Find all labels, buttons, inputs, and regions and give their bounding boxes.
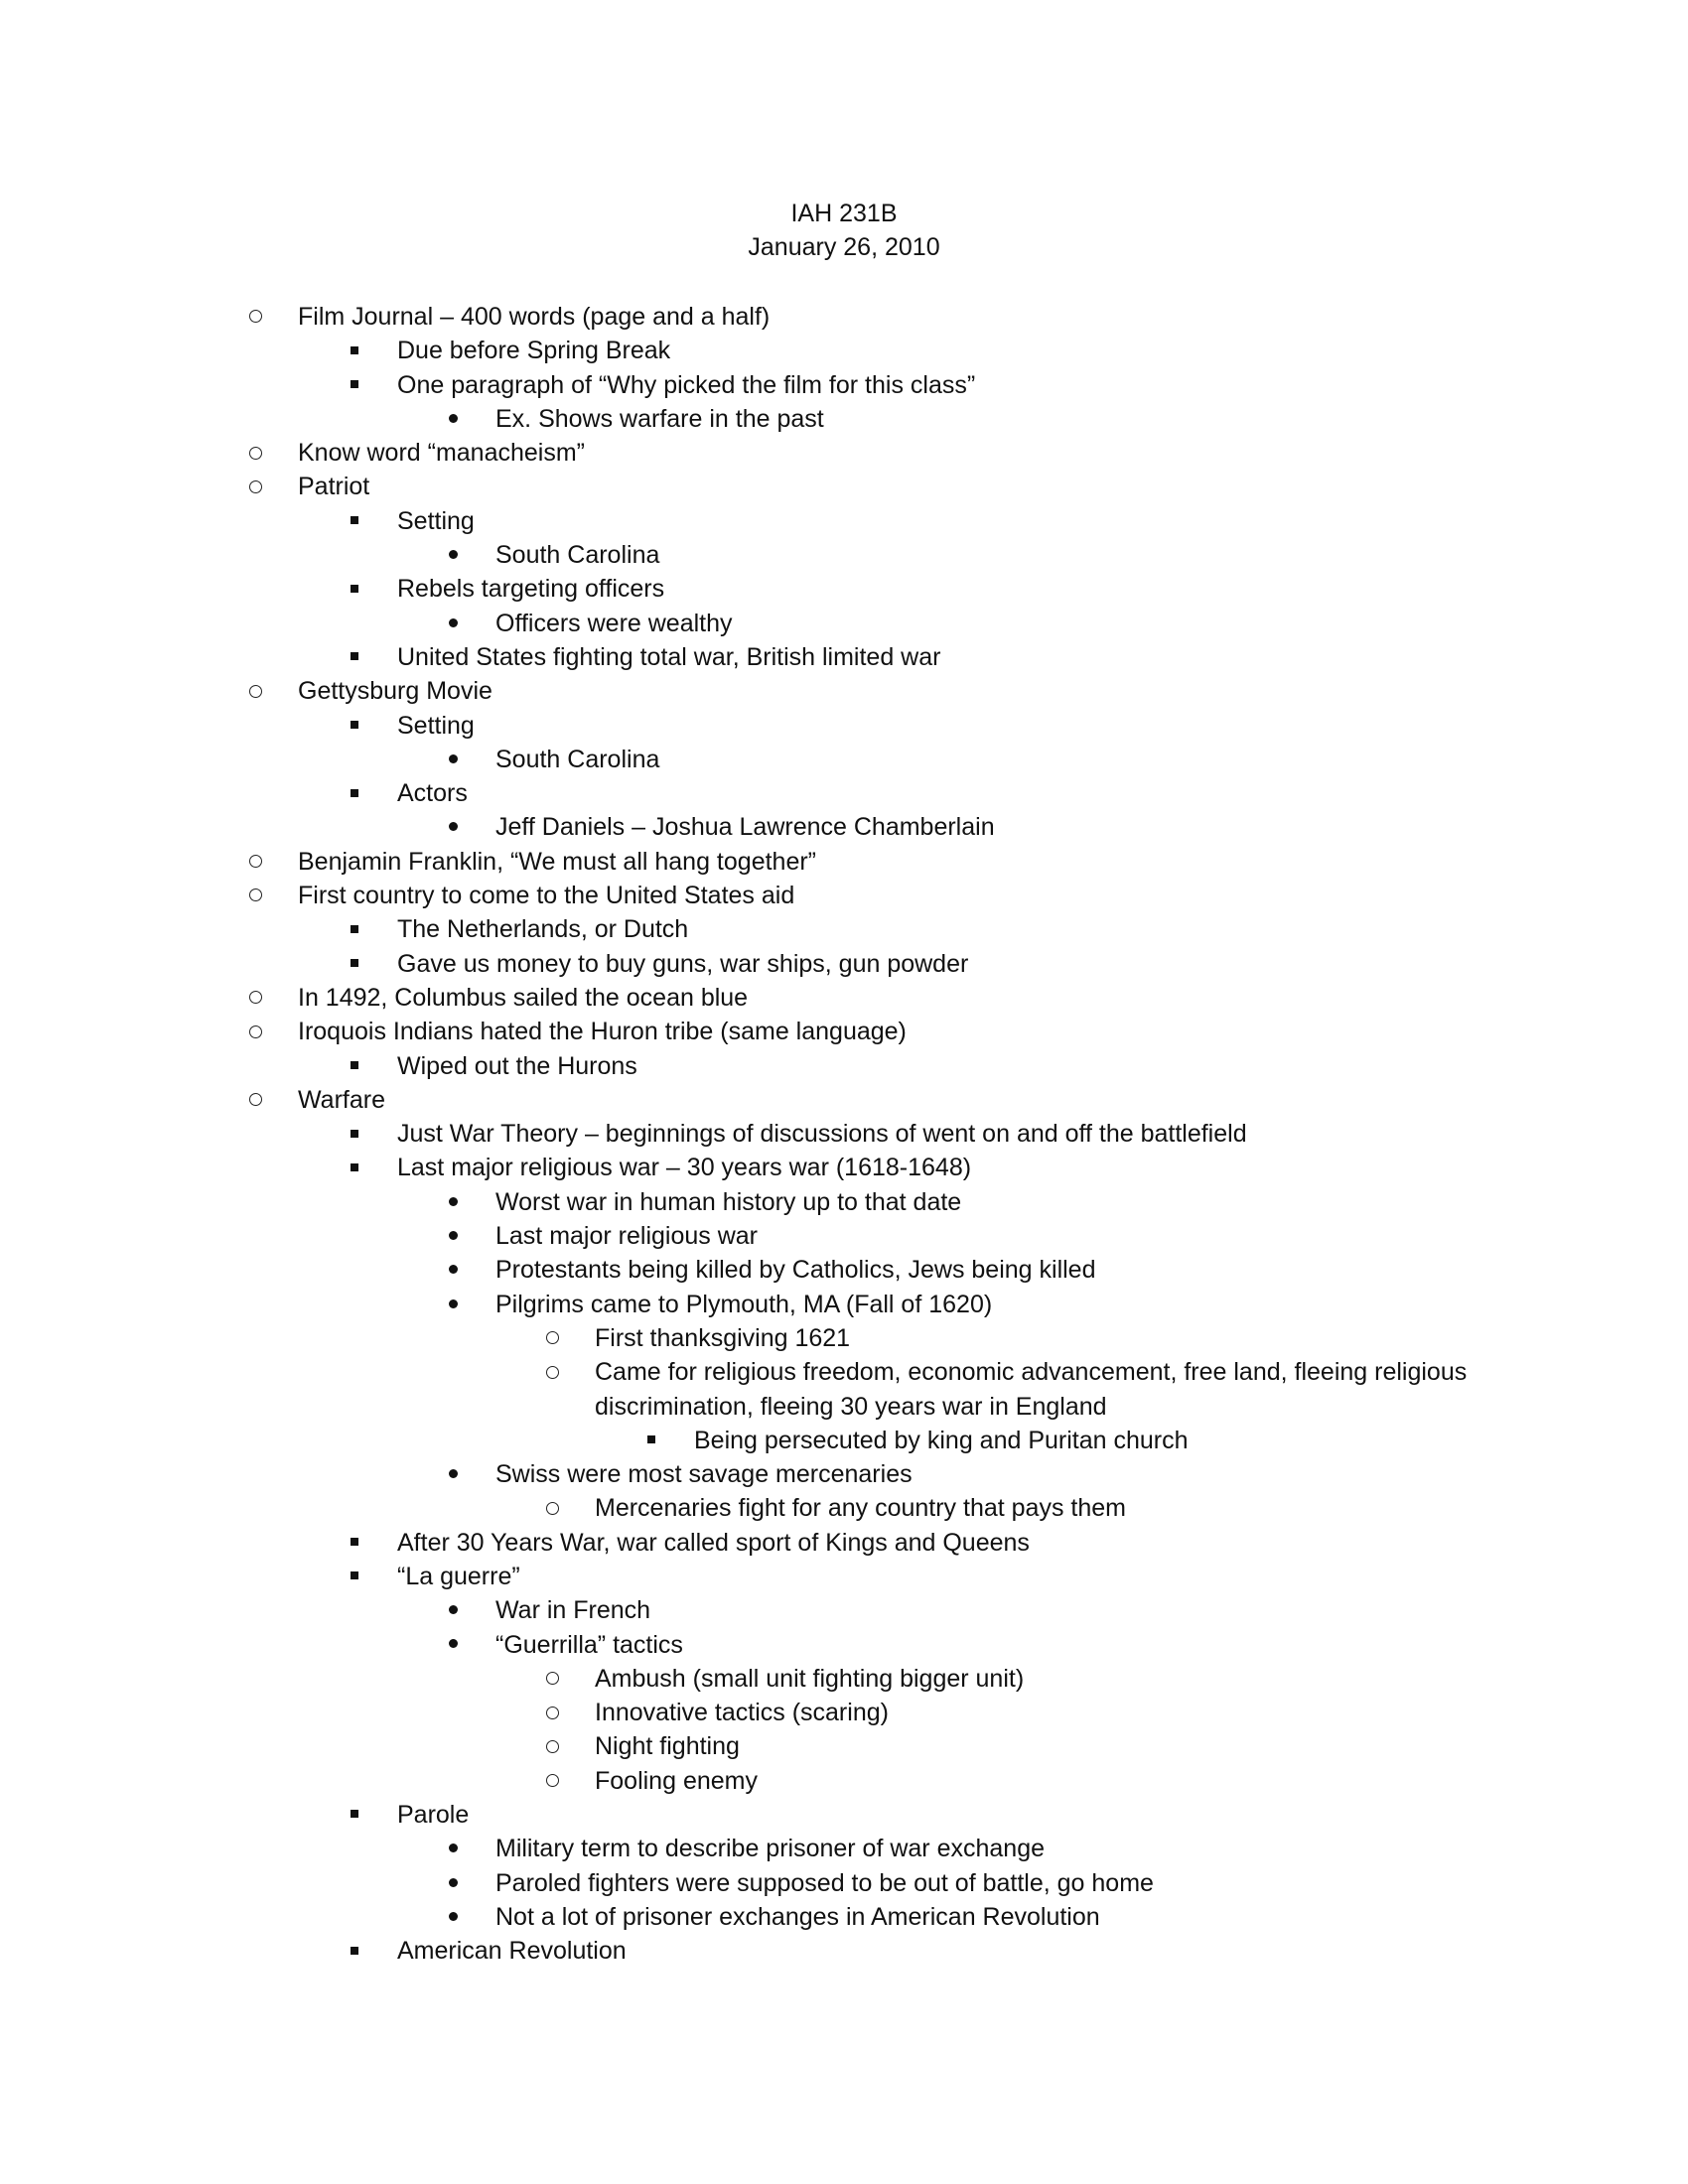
outline-item-level-3 <box>0 607 1688 640</box>
outline-item-text: In 1492, Columbus sailed the ocean blue <box>298 983 749 1012</box>
filled-dot-bullet-icon <box>438 1628 468 1662</box>
outline-item-text: South Carolina <box>495 541 660 570</box>
square-bullet-icon <box>340 334 369 367</box>
square-bullet-icon <box>340 1049 369 1083</box>
outline-item-level-2 <box>0 572 1688 606</box>
outline-item-text: South Carolina <box>495 745 660 773</box>
hollow-circle-bullet-icon <box>240 470 270 503</box>
square-bullet-icon <box>340 776 369 810</box>
outline-item-text: Paroled fighters were supposed to be out of battle, go home <box>495 1868 1154 1897</box>
outline-item-level-3 <box>0 402 1688 436</box>
outline-item-text: Film Journal – 400 words (page and a half) <box>298 303 771 331</box>
filled-dot-bullet-icon <box>438 1866 468 1900</box>
outline-item-level-1 <box>0 981 1688 1015</box>
outline-item-level-3 <box>0 1628 1688 1662</box>
outline-item-level-2 <box>0 776 1688 810</box>
filled-dot-bullet-icon <box>438 538 468 572</box>
square-bullet-icon <box>340 1117 369 1151</box>
square-bullet-icon <box>636 1424 666 1457</box>
hollow-circle-bullet-icon <box>537 1491 567 1525</box>
outline-item-text: Just War Theory – beginnings of discussions of went on and off the battlefield <box>397 1120 1247 1149</box>
outline-item-text: Benjamin Franklin, “We must all hang together” <box>298 847 816 876</box>
outline-item-level-1 <box>0 1015 1688 1048</box>
outline-item-level-3 <box>0 1900 1688 1934</box>
outline-item-text: Officers were wealthy <box>495 609 733 637</box>
hollow-circle-bullet-icon <box>240 879 270 912</box>
outline-item-level-2 <box>0 1934 1688 1968</box>
square-bullet-icon <box>340 368 369 402</box>
outline-item-text: Gettysburg Movie <box>298 677 492 706</box>
outline-item-text: Rebels targeting officers <box>397 575 665 604</box>
outline-item-text: Gave us money to buy guns, war ships, gun powder <box>397 949 969 978</box>
outline-item-level-1 <box>0 436 1688 470</box>
outline-item-level-3 <box>0 1457 1688 1491</box>
outline-item-level-2 <box>0 1117 1688 1151</box>
hollow-circle-bullet-icon <box>240 300 270 334</box>
outline-item-text: Pilgrims came to Plymouth, MA (Fall of 1620) <box>495 1290 993 1318</box>
outline-item-text: Parole <box>397 1801 470 1830</box>
outline-item-text: Came for religious freedom, economic advancement, free land, fleeing religious discrimination, fleeing 30 years war in England <box>595 1358 1468 1421</box>
square-bullet-icon <box>340 1934 369 1968</box>
outline-item-text: Due before Spring Break <box>397 337 671 365</box>
hollow-circle-bullet-icon <box>240 674 270 708</box>
outline-item-text: United States fighting total war, British limited war <box>397 642 941 671</box>
outline-item-text: “Guerrilla” tactics <box>495 1630 683 1659</box>
hollow-circle-bullet-icon <box>537 1729 567 1763</box>
filled-dot-bullet-icon <box>438 1288 468 1321</box>
outline-item-text: Setting <box>397 711 475 740</box>
square-bullet-icon <box>340 1560 369 1593</box>
outline-item-level-2 <box>0 1151 1688 1184</box>
outline-item-level-3 <box>0 1832 1688 1865</box>
square-bullet-icon <box>340 640 369 674</box>
outline-item-level-1 <box>0 674 1688 708</box>
square-bullet-icon <box>340 572 369 606</box>
outline-item-text: Military term to describe prisoner of war exchange <box>495 1835 1046 1863</box>
outline-item-level-4 <box>0 1696 1688 1729</box>
outline-item-text: First country to come to the United States aid <box>298 882 795 910</box>
course-title: IAH 231B <box>790 200 898 227</box>
outline-item-level-3 <box>0 538 1688 572</box>
filled-dot-bullet-icon <box>438 1900 468 1934</box>
square-bullet-icon <box>340 709 369 743</box>
outline-item-level-2 <box>0 1526 1688 1560</box>
outline-item-text: Last major religious war – 30 years war (1618-1648) <box>397 1154 972 1182</box>
hollow-circle-bullet-icon <box>537 1355 567 1389</box>
outline-item-level-3 <box>0 1866 1688 1900</box>
filled-dot-bullet-icon <box>438 1185 468 1219</box>
outline-item-text: Last major religious war <box>495 1222 758 1251</box>
outline-item-text: Ex. Shows warfare in the past <box>495 404 824 433</box>
outline-item-text: Worst war in human history up to that date <box>495 1187 962 1216</box>
outline-item-level-5 <box>0 1424 1688 1457</box>
notes-outline <box>0 300 1688 1969</box>
outline-item-level-2 <box>0 947 1688 981</box>
hollow-circle-bullet-icon <box>537 1662 567 1696</box>
outline-item-text: Being persecuted by king and Puritan church <box>694 1426 1189 1454</box>
outline-item-level-3 <box>0 1219 1688 1253</box>
outline-item-text: Innovative tactics (scaring) <box>595 1699 889 1727</box>
outline-item-text: Iroquois Indians hated the Huron tribe (same language) <box>298 1018 907 1046</box>
outline-item-level-2 <box>0 1049 1688 1083</box>
outline-item-text: Night fighting <box>595 1732 740 1761</box>
lecture-date: January 26, 2010 <box>748 233 940 261</box>
outline-item-level-1 <box>0 845 1688 879</box>
outline-item-level-2 <box>0 368 1688 402</box>
outline-item-text: American Revolution <box>397 1937 627 1966</box>
hollow-circle-bullet-icon <box>240 1015 270 1048</box>
outline-item-text: War in French <box>495 1596 651 1625</box>
outline-item-level-3 <box>0 810 1688 844</box>
square-bullet-icon <box>340 1798 369 1832</box>
outline-item-text: Warfare <box>298 1085 385 1114</box>
outline-item-text: The Netherlands, or Dutch <box>397 915 689 944</box>
outline-item-level-2 <box>0 640 1688 674</box>
outline-item-text: Not a lot of prisoner exchanges in American Revolution <box>495 1902 1100 1931</box>
outline-item-text: Setting <box>397 506 475 535</box>
outline-item-text: “La guerre” <box>397 1562 520 1590</box>
filled-dot-bullet-icon <box>438 743 468 776</box>
document-header <box>0 197 1688 264</box>
outline-item-text: Jeff Daniels – Joshua Lawrence Chamberlain <box>495 813 995 842</box>
outline-item-level-1 <box>0 300 1688 334</box>
filled-dot-bullet-icon <box>438 1457 468 1491</box>
hollow-circle-bullet-icon <box>240 845 270 879</box>
filled-dot-bullet-icon <box>438 1219 468 1253</box>
hollow-circle-bullet-icon <box>240 981 270 1015</box>
outline-item-level-1 <box>0 1083 1688 1117</box>
outline-item-level-3 <box>0 1288 1688 1321</box>
outline-item-level-3 <box>0 743 1688 776</box>
outline-item-text: Know word “manacheism” <box>298 439 585 468</box>
filled-dot-bullet-icon <box>438 1593 468 1627</box>
outline-item-level-3 <box>0 1185 1688 1219</box>
filled-dot-bullet-icon <box>438 1832 468 1865</box>
outline-item-level-4 <box>0 1321 1688 1355</box>
outline-item-text: Wiped out the Hurons <box>397 1051 637 1080</box>
outline-item-level-4 <box>0 1729 1688 1763</box>
outline-item-level-3 <box>0 1593 1688 1627</box>
square-bullet-icon <box>340 1151 369 1184</box>
outline-item-text: Swiss were most savage mercenaries <box>495 1460 913 1489</box>
outline-item-level-2 <box>0 912 1688 946</box>
outline-item-level-4 <box>0 1764 1688 1798</box>
square-bullet-icon <box>340 504 369 538</box>
outline-item-level-2 <box>0 334 1688 367</box>
outline-item-level-3 <box>0 1253 1688 1287</box>
hollow-circle-bullet-icon <box>537 1321 567 1355</box>
square-bullet-icon <box>340 912 369 946</box>
outline-item-text: Ambush (small unit fighting bigger unit) <box>595 1664 1025 1693</box>
outline-item-level-1 <box>0 879 1688 912</box>
filled-dot-bullet-icon <box>438 1253 468 1287</box>
outline-item-level-1 <box>0 470 1688 503</box>
outline-item-text: First thanksgiving 1621 <box>595 1323 851 1352</box>
outline-item-text: Actors <box>397 779 468 808</box>
hollow-circle-bullet-icon <box>537 1696 567 1729</box>
outline-item-text: Fooling enemy <box>595 1766 758 1795</box>
filled-dot-bullet-icon <box>438 607 468 640</box>
outline-item-level-2 <box>0 504 1688 538</box>
hollow-circle-bullet-icon <box>240 436 270 470</box>
hollow-circle-bullet-icon <box>240 1083 270 1117</box>
outline-item-text: One paragraph of “Why picked the film for this class” <box>397 370 976 399</box>
square-bullet-icon <box>340 1526 369 1560</box>
filled-dot-bullet-icon <box>438 402 468 436</box>
filled-dot-bullet-icon <box>438 810 468 844</box>
outline-item-text: Patriot <box>298 473 370 501</box>
hollow-circle-bullet-icon <box>537 1764 567 1798</box>
outline-item-text: Protestants being killed by Catholics, Jews being killed <box>495 1256 1096 1285</box>
outline-item-text: After 30 Years War, war called sport of Kings and Queens <box>397 1528 1030 1557</box>
outline-item-level-2 <box>0 1798 1688 1832</box>
outline-item-level-2 <box>0 1560 1688 1593</box>
outline-item-level-4 <box>0 1355 1688 1424</box>
outline-item-level-2 <box>0 709 1688 743</box>
outline-item-text: Mercenaries fight for any country that pays them <box>595 1494 1126 1523</box>
outline-item-level-4 <box>0 1491 1688 1525</box>
square-bullet-icon <box>340 947 369 981</box>
outline-item-level-4 <box>0 1662 1688 1696</box>
